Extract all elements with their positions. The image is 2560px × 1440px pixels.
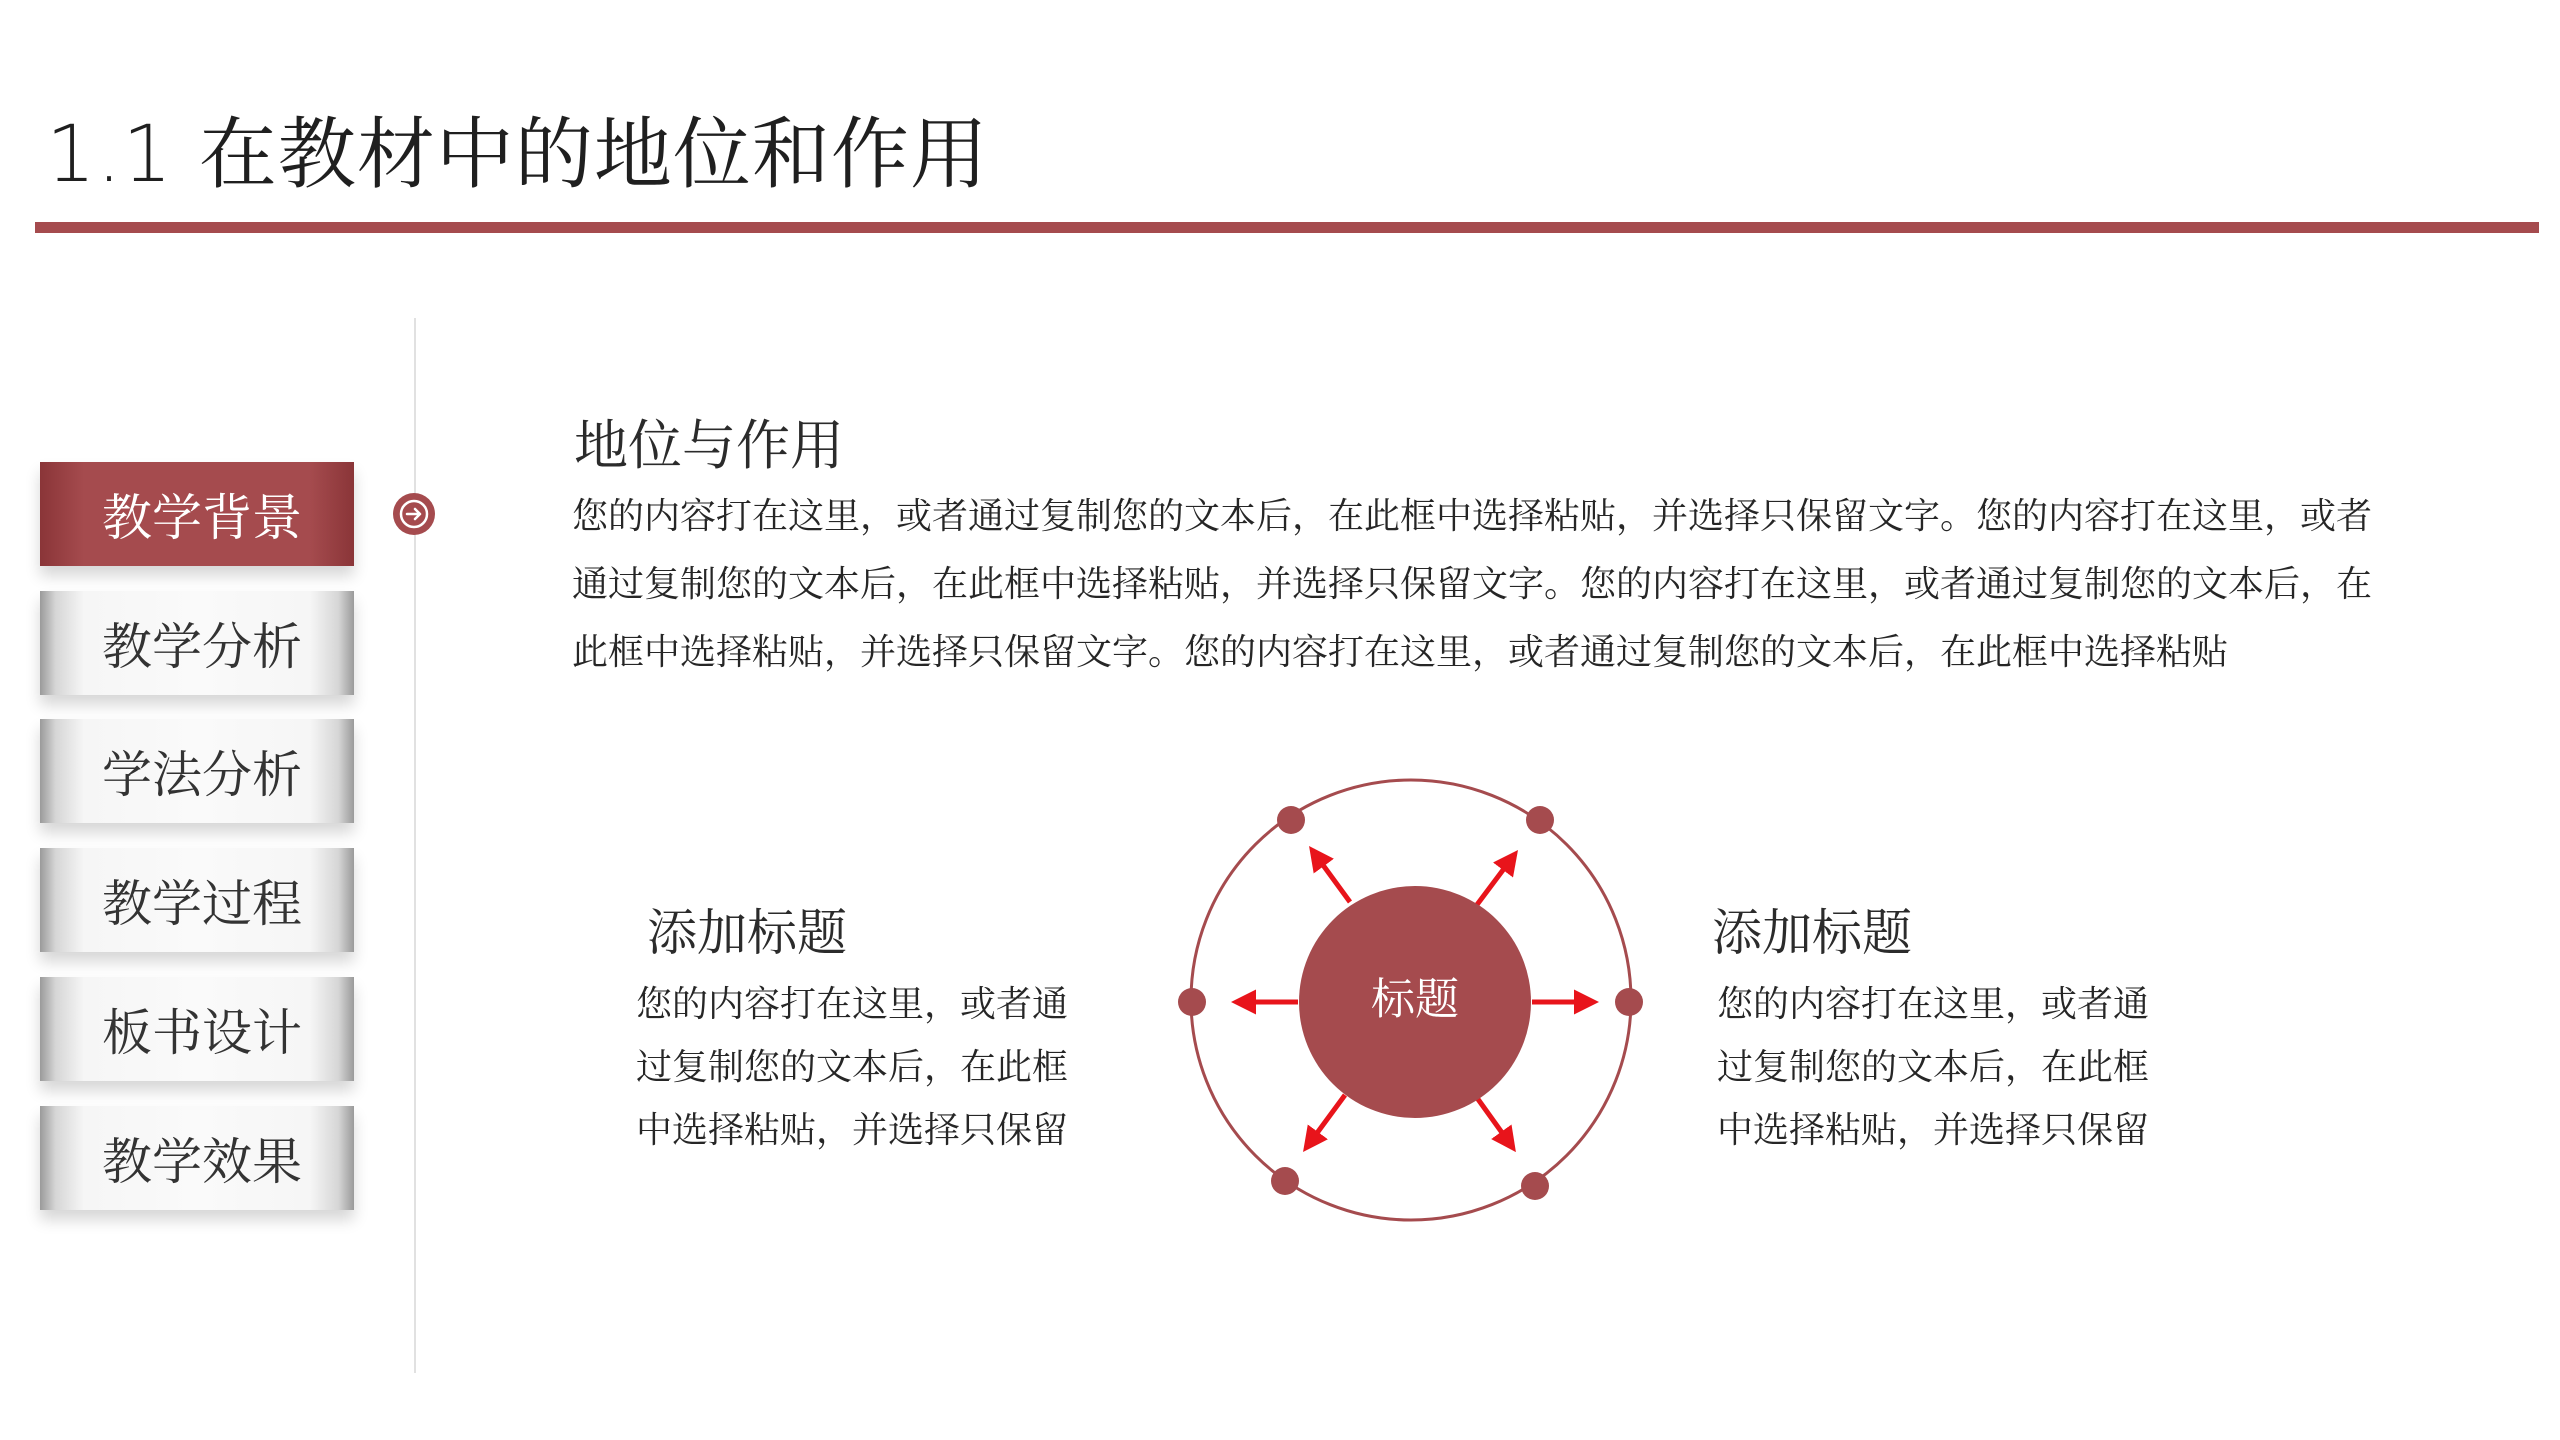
nav-item-teaching-analysis[interactable]: 教学分析 <box>40 591 354 695</box>
right-block-title: 添加标题 <box>1712 904 1912 962</box>
right-block-body <box>1717 973 2149 1162</box>
left-block-line: 过复制您的文本后，在此框 <box>636 1047 1069 1088</box>
title-divider <box>35 222 2539 233</box>
arrow-down-left <box>1306 1095 1345 1148</box>
right-block-line: 过复制您的文本后，在此框 <box>1717 1047 2150 1088</box>
section-body <box>572 483 2462 687</box>
left-block-body <box>636 973 1068 1162</box>
ring-dot <box>1271 1167 1299 1195</box>
section-body-line: 您的内容打在这里，或者通过复制您的文本后，在此框中选择粘贴，并选择只保留文字。您的内容打在这里，或者 <box>572 496 2373 537</box>
ring-dot <box>1521 1172 1549 1200</box>
ring-dot <box>1178 988 1206 1016</box>
left-block-line: 您的内容打在这里，或者通 <box>636 984 1069 1025</box>
vertical-divider <box>414 318 416 1373</box>
arrow-up-left <box>1312 850 1350 902</box>
ring-dot <box>1526 806 1554 834</box>
section-body-line: 通过复制您的文本后，在此框中选择粘贴，并选择只保留文字。您的内容打在这里，或者通过复制您的文本后，在 <box>572 564 2373 605</box>
page-title: 1.1 在教材中的地位和作用 <box>46 110 989 200</box>
left-block-title: 添加标题 <box>647 904 847 962</box>
section-heading: 地位与作用 <box>574 414 844 477</box>
arrow-down-right <box>1475 1095 1513 1148</box>
arrow-up-right <box>1476 854 1515 906</box>
nav-item-teaching-background[interactable]: 教学背景 <box>40 462 354 566</box>
right-block-line: 您的内容打在这里，或者通 <box>1717 984 2150 1025</box>
nav-item-teaching-effect[interactable]: 教学效果 <box>40 1106 354 1210</box>
arrow-right-circle-icon <box>393 493 435 535</box>
ring-dot <box>1615 988 1643 1016</box>
nav-item-teaching-process[interactable]: 教学过程 <box>40 848 354 952</box>
right-block-line: 中选择粘贴，并选择只保留 <box>1717 1110 2150 1151</box>
left-block-line: 中选择粘贴，并选择只保留 <box>636 1110 1069 1151</box>
section-body-line: 此框中选择粘贴，并选择只保留文字。您的内容打在这里，或者通过复制您的文本后，在此框中选择粘贴 <box>572 632 2229 673</box>
diagram-center-label: 标题 <box>1371 974 1459 1025</box>
nav-item-learning-method-analysis[interactable]: 学法分析 <box>40 719 354 823</box>
ring-dot <box>1277 806 1305 834</box>
nav-item-board-design[interactable]: 板书设计 <box>40 977 354 1081</box>
